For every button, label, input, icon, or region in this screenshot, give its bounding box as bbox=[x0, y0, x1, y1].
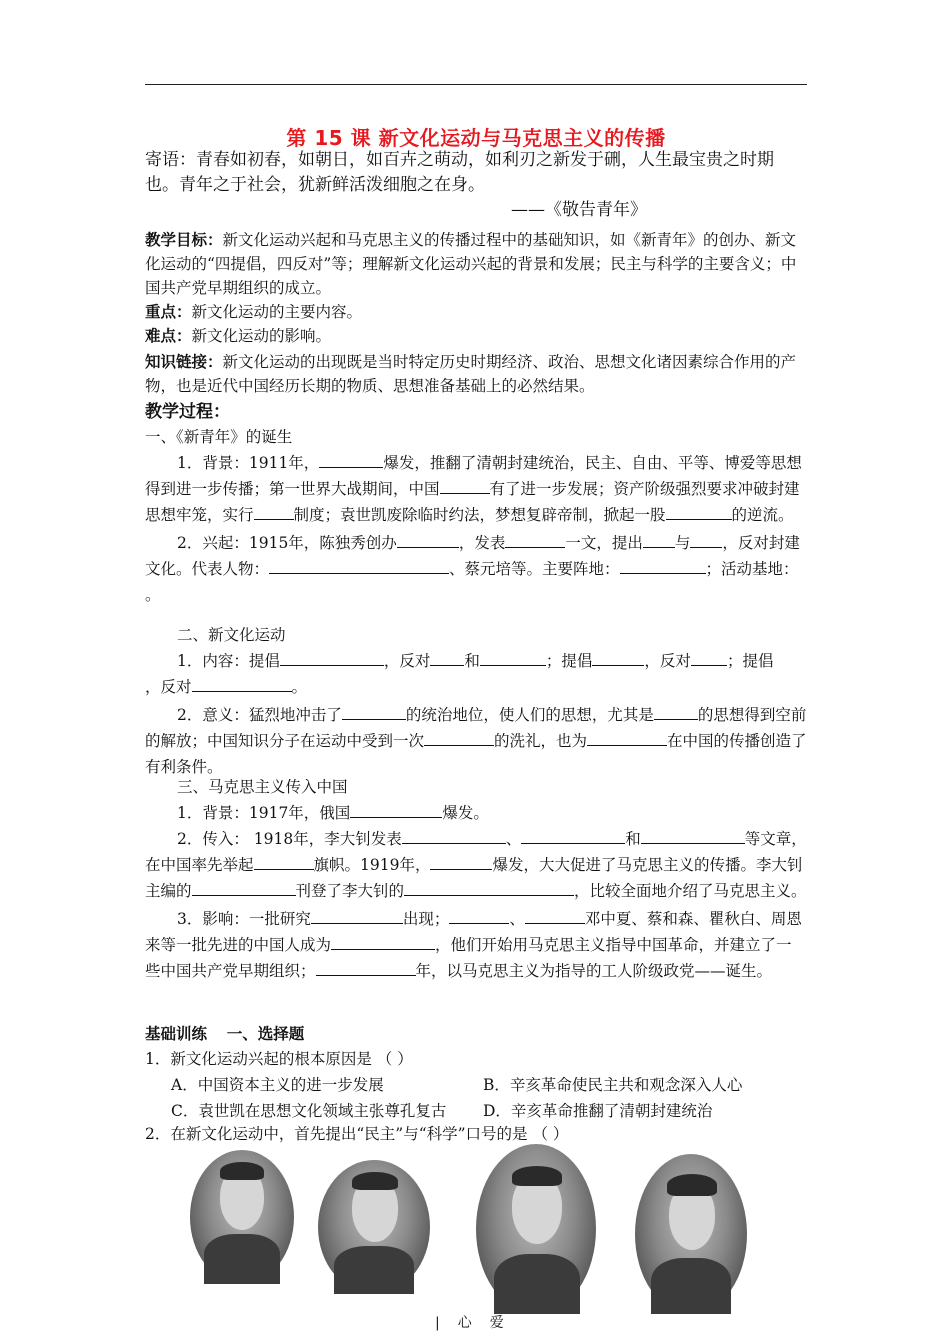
goals-text: 新文化运动兴起和马克思主义的传播过程中的基础知识，如《新青年》的创办、新文化运动的“四提倡，四反对”等；理解新文化运动兴起的背景和发展；民主与科学的主要含义；中国共产党早期组织的成立。 bbox=[145, 231, 797, 297]
q1-option-c[interactable]: C．袁世凯在思想文化领域主张尊孔复古 bbox=[171, 1102, 447, 1120]
fill-blank[interactable] bbox=[404, 879, 574, 896]
fill-blank[interactable] bbox=[654, 703, 698, 720]
fill-blank[interactable] bbox=[311, 907, 403, 924]
fill-blank[interactable] bbox=[620, 557, 706, 574]
teaching-goals bbox=[145, 228, 807, 300]
fill-blank[interactable] bbox=[691, 649, 727, 666]
fill-blank[interactable] bbox=[316, 959, 416, 976]
question-2 bbox=[145, 1122, 807, 1146]
fill-blank[interactable] bbox=[192, 879, 296, 896]
training-sub: 一、选择题 bbox=[226, 1025, 305, 1043]
q1-option-b[interactable]: B．辛亥革命使民主共和观念深入人心 bbox=[483, 1076, 743, 1094]
fill-blank[interactable] bbox=[350, 801, 442, 818]
fill-blank[interactable] bbox=[430, 853, 492, 870]
portrait-row bbox=[190, 1150, 790, 1330]
link-text: 新文化运动的出现既是当时特定历史时期经济、政治、思想文化诸因素综合作用的产物，也是近代中国经历长期的物质、思想准备基础上的必然结果。 bbox=[145, 353, 797, 395]
section-1-heading: 一、《新青年》的诞生 bbox=[145, 428, 293, 446]
epigraph-source: ——《敬告青年》 bbox=[511, 200, 647, 220]
q1-option-d[interactable]: D．辛亥革命推翻了清朝封建统治 bbox=[483, 1102, 713, 1120]
page-title: 第 15 课 新文化运动与马克思主义的传播 bbox=[286, 126, 666, 150]
fill-blank[interactable] bbox=[525, 907, 585, 924]
section-2-heading: 二、新文化运动 bbox=[177, 626, 286, 644]
fill-blank[interactable] bbox=[587, 729, 667, 746]
section-2 bbox=[145, 622, 807, 780]
fill-blank[interactable] bbox=[254, 853, 314, 870]
fill-blank[interactable] bbox=[480, 649, 546, 666]
q1-option-a[interactable]: A．中国资本主义的进一步发展 bbox=[171, 1076, 384, 1094]
key-point bbox=[145, 300, 807, 324]
q1-stem: 1．新文化运动兴起的根本原因是 （ ） bbox=[145, 1050, 413, 1068]
fill-blank[interactable] bbox=[641, 827, 745, 844]
header-rule bbox=[145, 84, 807, 85]
difficult-point bbox=[145, 324, 807, 348]
photo-caption: |心爱 bbox=[435, 1315, 522, 1331]
portrait-photo-4 bbox=[635, 1154, 747, 1314]
difficulty-text: 新文化运动的影响。 bbox=[191, 327, 332, 345]
portrait-photo-1 bbox=[190, 1150, 294, 1284]
training-label: 基础训练 bbox=[145, 1025, 208, 1043]
key-label: 重点： bbox=[145, 303, 192, 321]
question-1 bbox=[145, 1046, 807, 1124]
q2-stem: 2．在新文化运动中，首先提出“民主”与“科学”口号的是 （ ） bbox=[145, 1125, 569, 1143]
basic-training bbox=[145, 1022, 807, 1046]
fill-blank[interactable] bbox=[505, 531, 565, 548]
section-3-p3: 3．影响：一批研究 出现； 、 邓中夏、蔡和森、瞿秋白、周恩来等一批先进的中国人成为 ，他们开始用马克思主义指导中国革命，并建立了一些中国共产党早期组织； 年，以马克思主义为指导的工人阶级政党——诞生。 bbox=[145, 906, 807, 984]
fill-blank[interactable] bbox=[643, 531, 675, 548]
section-3-p2: 2．传入： 1918年，李大钊发表 、 和 等文章，在中国率先举起 旗帜。1919年， 爆发，大大促进了马克思主义的传播。李大钊主编的 刊登了李大钊的 ，比较全面地介绍了马克思主义。 bbox=[145, 826, 807, 904]
fill-blank[interactable] bbox=[449, 907, 509, 924]
fill-blank[interactable] bbox=[331, 933, 435, 950]
fill-blank[interactable] bbox=[666, 503, 732, 520]
process-label-row bbox=[145, 400, 807, 424]
goals-label: 教学目标： bbox=[145, 231, 223, 249]
fill-blank[interactable] bbox=[402, 827, 506, 844]
fill-blank[interactable] bbox=[397, 531, 459, 548]
portrait-photo-2 bbox=[318, 1160, 430, 1294]
key-text: 新文化运动的主要内容。 bbox=[191, 303, 363, 321]
fill-blank[interactable] bbox=[592, 649, 644, 666]
fill-blank[interactable] bbox=[424, 729, 494, 746]
fill-blank[interactable] bbox=[430, 649, 464, 666]
section-2-p1: 1．内容：提倡 ，反对 和 ；提倡 ，反对 ；提倡 ，反对 。 bbox=[145, 648, 807, 700]
fill-blank[interactable] bbox=[690, 531, 722, 548]
section-3 bbox=[145, 774, 807, 984]
fill-blank[interactable] bbox=[280, 649, 384, 666]
section-1-p2: 2．兴起：1915年，陈独秀创办 ，发表 一文，提出 与 ，反对封建文化。代表人物： 、蔡元培等。主要阵地： ；活动基地： 。 bbox=[145, 530, 807, 608]
fill-blank[interactable] bbox=[521, 827, 625, 844]
fill-blank[interactable] bbox=[440, 477, 490, 494]
knowledge-link bbox=[145, 350, 807, 398]
process-label: 教学过程： bbox=[145, 402, 230, 422]
fill-blank[interactable] bbox=[192, 675, 292, 692]
portrait-photo-3 bbox=[476, 1144, 596, 1314]
fill-blank[interactable] bbox=[254, 503, 294, 520]
section-2-p2: 2．意义：猛烈地冲击了 的统治地位，使人们的思想，尤其是 的思想得到空前的解放；中国知识分子在运动中受到一次 的洗礼，也为 在中国的传播创造了有利条件。 bbox=[145, 702, 807, 780]
fill-blank[interactable] bbox=[269, 557, 449, 574]
fill-blank[interactable] bbox=[342, 703, 406, 720]
epigraph bbox=[145, 148, 807, 223]
section-3-p1: 1．背景：1917年，俄国 爆发。 bbox=[145, 800, 807, 826]
fill-blank[interactable] bbox=[319, 451, 383, 468]
section-3-heading: 三、马克思主义传入中国 bbox=[177, 778, 348, 796]
link-label: 知识链接： bbox=[145, 353, 223, 371]
section-1 bbox=[145, 424, 807, 608]
epigraph-text: 寄语：青春如初春，如朝日，如百卉之萌动，如利刃之新发于硎，人生最宝贵之时期也。青年之于社会，犹新鲜活泼细胞之在身。 bbox=[145, 150, 774, 195]
section-1-p1: 1．背景：1911年， 爆发，推翻了清朝封建统治，民主、自由、平等、博爱等思想得到进一步传播；第一世界大战期间，中国 有了进一步发展；资产阶级强烈要求冲破封建思想牢笼，实行 制度；袁世凯废除临时约法，梦想复辟帝制，掀起一股 的逆流。 bbox=[145, 450, 807, 528]
difficulty-label: 难点： bbox=[145, 327, 192, 345]
